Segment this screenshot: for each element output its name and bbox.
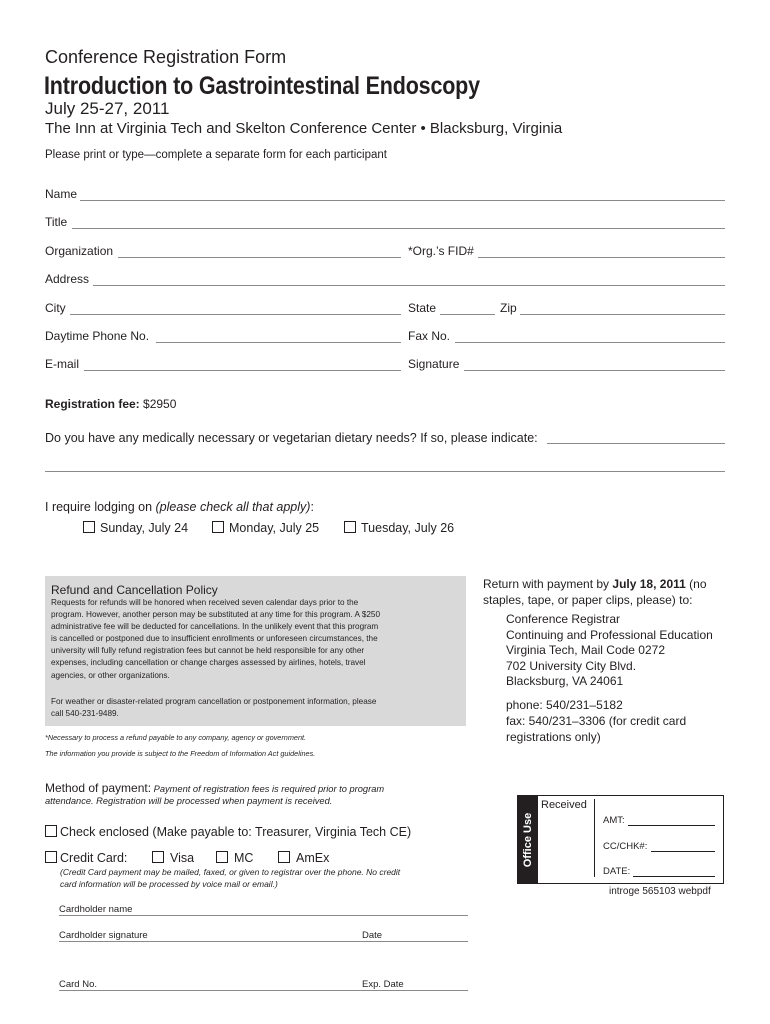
office-date-label: DATE:: [603, 866, 631, 877]
phone-line: phone: 540/231–5182: [506, 698, 623, 712]
zip-label: Zip: [500, 301, 517, 315]
registration-fee-label: Registration fee:: [45, 397, 140, 411]
daytime-phone-label: Daytime Phone No.: [45, 329, 150, 343]
lodging-option-tuesday[interactable]: [344, 521, 454, 535]
footer-code: introge 565103 webpdf: [609, 886, 711, 897]
credit-card-label: Credit Card:: [60, 851, 128, 865]
visa-checkbox[interactable]: [152, 851, 164, 863]
check-checkbox[interactable]: [45, 825, 57, 837]
payment-method-heading: [45, 781, 384, 795]
office-use-tab: [518, 796, 538, 883]
refund-policy-box: [45, 576, 466, 726]
name-field[interactable]: [80, 200, 725, 201]
card-no-label: Card No.: [59, 979, 98, 990]
mc-label: MC: [234, 851, 254, 865]
lodging-option-sunday[interactable]: [83, 521, 188, 535]
registration-fee: [45, 397, 176, 411]
dietary-field[interactable]: [547, 443, 725, 444]
fax-label: Fax No.: [408, 329, 451, 343]
org-fid-label: *Org.’s FID#: [408, 244, 474, 258]
refund-heading: Refund and Cancellation Policy: [51, 583, 218, 597]
sunday-checkbox[interactable]: [83, 521, 95, 533]
signature-label: Signature: [408, 357, 460, 371]
title-field[interactable]: [72, 228, 725, 229]
lodging-option-monday[interactable]: [212, 521, 319, 535]
address-line: Continuing and Professional Education: [506, 627, 713, 642]
monday-label: Monday, July 25: [229, 521, 320, 535]
return-deadline: July 18, 2011: [612, 577, 686, 591]
refund-line: Requests for refunds will be honored when received seven calendar days prior to the: [51, 598, 359, 607]
address-line: Blacksburg, VA 24061: [506, 674, 624, 688]
dietary-question: Do you have any medically necessary or vegetarian dietary needs? If so, please indicate:: [45, 431, 538, 445]
address-line: Conference Registrar: [506, 612, 621, 626]
venue: The Inn at Virginia Tech and Skelton Conference Center • Blacksburg, Virginia: [45, 120, 563, 137]
tuesday-label: Tuesday, July 26: [361, 521, 455, 535]
visa-option[interactable]: [152, 851, 194, 865]
fid-note: *Necessary to process a refund payable to any company, agency or government.: [45, 733, 307, 742]
fax-line: fax: 540/231–3306 (for credit card: [506, 714, 687, 728]
org-fid-field[interactable]: [478, 257, 725, 258]
name-label: Name: [45, 187, 78, 201]
cc-chk-field[interactable]: [651, 851, 715, 852]
dietary-field-line-2[interactable]: [45, 471, 725, 472]
cardholder-name-field[interactable]: [59, 915, 468, 916]
mc-option[interactable]: [216, 851, 253, 865]
cardholder-name-label: Cardholder name: [59, 904, 133, 915]
office-use-label: Office Use: [522, 812, 534, 867]
check-option[interactable]: [45, 825, 411, 839]
cardholder-signature-label: Cardholder signature: [59, 930, 148, 941]
address-line: 702 University City Blvd.: [506, 658, 637, 673]
mc-checkbox[interactable]: [216, 851, 228, 863]
payment-label: Method of payment:: [45, 781, 152, 795]
exp-date-label: Exp. Date: [362, 979, 404, 990]
cc-note-line-2: card information will be processed by voice mail or email.): [60, 879, 278, 889]
weather-line: call 540-231-9489.: [51, 709, 119, 719]
daytime-phone-field[interactable]: [156, 342, 401, 343]
cc-note-line: (Credit Card payment may be mailed, faxed, or given to registrar over the phone. No credit: [60, 867, 401, 877]
refund-line: is cancelled or postponed due to insufficient enrollments or unforeseen circumstances, the: [51, 634, 378, 644]
title-label: Title: [45, 215, 68, 229]
return-line1-post: (no: [685, 577, 707, 591]
state-field[interactable]: [440, 314, 495, 315]
check-label: Check enclosed (Make payable to: Treasurer, Virginia Tech CE): [60, 825, 412, 839]
email-label: E-mail: [45, 357, 80, 371]
office-date-field[interactable]: [633, 876, 715, 877]
form-title: Conference Registration Form: [45, 47, 287, 67]
monday-checkbox[interactable]: [212, 521, 224, 533]
address-field[interactable]: [93, 285, 725, 286]
return-line2: staples, tape, or paper clips, please) to:: [483, 593, 693, 607]
amex-label: AmEx: [296, 851, 330, 865]
received-label: Received: [541, 799, 587, 811]
course-title: Introduction to Gastrointestinal Endoscopy: [44, 72, 480, 100]
visa-label: Visa: [170, 851, 195, 865]
registration-fee-amount: $2950: [143, 397, 177, 411]
address-label: Address: [45, 272, 90, 286]
refund-line: administrative fee will be deducted for cancellations. In the unlikely event that this program: [51, 622, 379, 632]
course-dates: July 25-27, 2011: [45, 99, 170, 118]
instructions: Please print or type—complete a separate form for each participant: [45, 149, 387, 161]
payment-note2: attendance. Registration will be processed when payment is received.: [45, 796, 333, 806]
state-label: State: [408, 301, 437, 315]
fax-line-2: registrations only): [506, 730, 601, 744]
refund-line: university will fully refund registration fees but cannot be held responsible for any other: [51, 646, 365, 656]
refund-body: [51, 597, 380, 682]
cardholder-signature-field[interactable]: [59, 941, 468, 942]
city-field[interactable]: [70, 314, 401, 315]
lodging-colon: :: [310, 500, 314, 514]
amt-label: AMT:: [603, 815, 625, 826]
office-use-box: [517, 795, 724, 884]
lodging-label: [45, 500, 314, 514]
email-field[interactable]: [84, 370, 401, 371]
signature-field[interactable]: [464, 370, 725, 371]
fax-field[interactable]: [455, 342, 725, 343]
zip-field[interactable]: [520, 314, 725, 315]
credit-card-checkbox[interactable]: [45, 851, 57, 863]
organization-label: Organization: [45, 244, 114, 258]
sunday-label: Sunday, July 24: [100, 521, 189, 535]
return-line1-pre: Return with payment by: [483, 577, 613, 591]
credit-card-option[interactable]: [45, 851, 127, 865]
weather-line: For weather or disaster-related program cancellation or postponement information, please: [51, 697, 377, 706]
card-no-field[interactable]: [59, 990, 468, 991]
foia-note: The information you provide is subject to the Freedom of Information Act guidelines.: [45, 749, 316, 758]
tuesday-checkbox[interactable]: [344, 521, 356, 533]
weather-info: [51, 696, 376, 720]
lodging-label-text: I require lodging on: [45, 500, 156, 514]
registrar-address: [506, 612, 713, 690]
lodging-note: (please check all that apply): [155, 500, 311, 514]
cc-chk-label: CC/CHK#:: [603, 841, 648, 852]
organization-field[interactable]: [118, 257, 401, 258]
date-label: Date: [362, 930, 383, 941]
refund-line: expenses, including cancellation or change charges assessed by airlines, hotels, travel: [51, 658, 366, 668]
refund-line: agencies, or other organizations.: [51, 670, 170, 680]
amt-field[interactable]: [628, 825, 715, 826]
contact-info: [506, 697, 686, 745]
amex-checkbox[interactable]: [278, 851, 290, 863]
office-divider: [594, 799, 595, 877]
credit-card-note: [60, 866, 400, 890]
city-label: City: [45, 301, 66, 315]
address-line: Virginia Tech, Mail Code 0272: [506, 643, 665, 657]
amex-option[interactable]: [278, 851, 329, 865]
payment-note1: Payment of registration fees is required prior to program: [151, 784, 385, 794]
return-instructions: [483, 576, 707, 608]
refund-line: program. However, another person may be substituted at any time for this program. A $250: [51, 610, 381, 620]
